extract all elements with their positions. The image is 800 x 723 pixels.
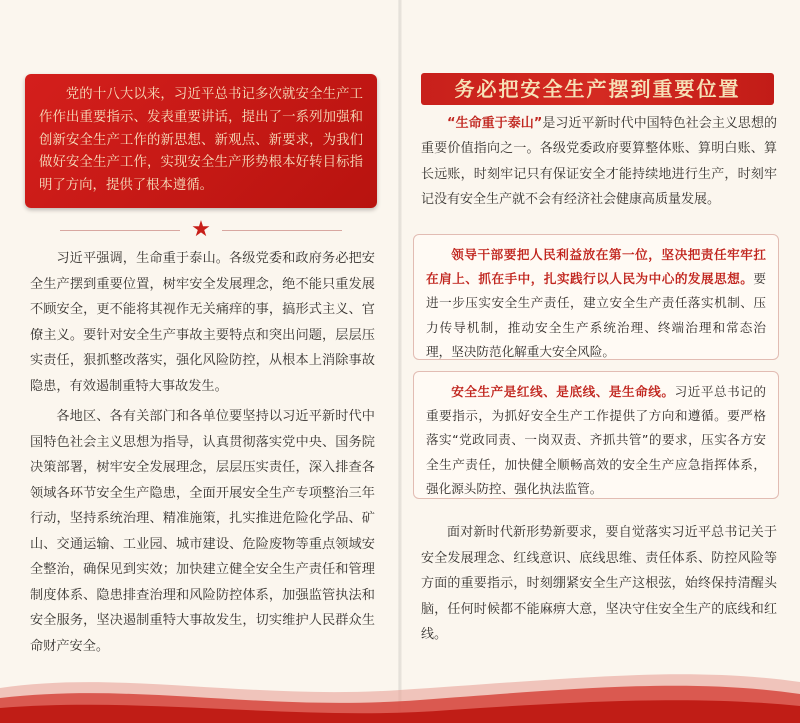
star-icon: ★ — [191, 217, 211, 242]
section-title: 务必把安全生产摆到重要位置 — [421, 73, 774, 105]
page-fold — [398, 0, 402, 723]
bottom-wave-decoration — [0, 660, 800, 723]
paragraph-1: 习近平强调，生命重于泰山。各级党委和政府务必把安全生产摆到重要位置，树牢安全发展理念，绝不能只重发展不顾安全，更不能将其视作无关痛痒的事，搞形式主义、官僚主义。要针对安全生产事故主要特点和突出问题，层层压实责任，狠抓整改落实，强化风险防控，从根本上消除事故隐患，有效遏制重特大事故发生。 — [30, 251, 375, 394]
paragraph-2: 各地区、各有关部门和各单位要坚持以习近平新时代中国特色社会主义思想为指导，认真贯彻落实党中央、国务院决策部署，树牢安全发展理念，层层压实责任，深入排查各领域各环节安全生产隐患，全面开展安全生产专项整治三年行动，坚持系统治理、精准施策，扎实推进危险化学品、矿山、交通运输、工业园、城市建设、危险废物等重点领域安全整治，确保见到实效；加快建立健全安全生产责任和管理制度体系、隐患排查治理和风险防控体系，加强监管执法和安全服务，坚决遏制重特大事故发生，切实维护人民群众生命财产安全。 — [30, 409, 375, 654]
card2-rest: 习近平总书记的重要指示，为抓好安全生产工作提供了方向和遵循。要严格落实“党政同责、一岗双责、齐抓共管”的要求，压实各方安全生产责任，加快健全顺畅高效的安全生产应急指挥体系，强化源头防控、强化执法监管。 — [426, 384, 767, 496]
intro-rest: 是习近平新时代中国特色社会主义思想的重要价值指向之一。各级党委政府要算整体账、算明白账、算长远账，时刻牢记只有保证安全才能持续地进行生产，时刻牢记没有安全生产就不会有经济社会健康高质量发展。 — [421, 116, 777, 208]
divider-right — [222, 230, 342, 231]
intro-box: 党的十八大以来，习近平总书记多次就安全生产工作作出重要指示、发表重要讲话，提出了一系列加强和创新安全生产工作的新思想、新观点、新要求，为我们做好安全生产工作，实现安全生产形势根本好转目标指明了方向，提供了根本遵循。 — [25, 74, 377, 208]
card-redline — [413, 371, 779, 499]
card1-rest: 要进一步压实安全生产责任，建立安全生产责任落实机制、压力传导机制，推动安全生产系统治理、终端治理和常态治理，坚决防范化解重大安全风险。 — [426, 271, 766, 359]
card2-lead: 安全生产是红线、是底线、是生命线。 — [451, 384, 675, 399]
divider-left — [60, 230, 180, 231]
closing-paragraph: 面对新时代新形势新要求，要自觉落实习近平总书记关于安全发展理念、红线意识、底线思维、责任体系、防控风险等方面的重要指示，时刻绷紧安全生产这根弦，始终保持清醒头脑，任何时候都不能麻痹大意，坚决守住安全生产的底线和红线。 — [421, 525, 777, 643]
intro-quote: “生命重于泰山” — [447, 116, 543, 131]
card1-lead: 领导干部要把人民利益放在第一位，坚决把责任牢牢扛在肩上、抓在手中，扎实践行以人民为中心的发展思想。 — [426, 247, 766, 287]
card-leadership — [413, 234, 779, 360]
right-intro — [421, 111, 777, 213]
